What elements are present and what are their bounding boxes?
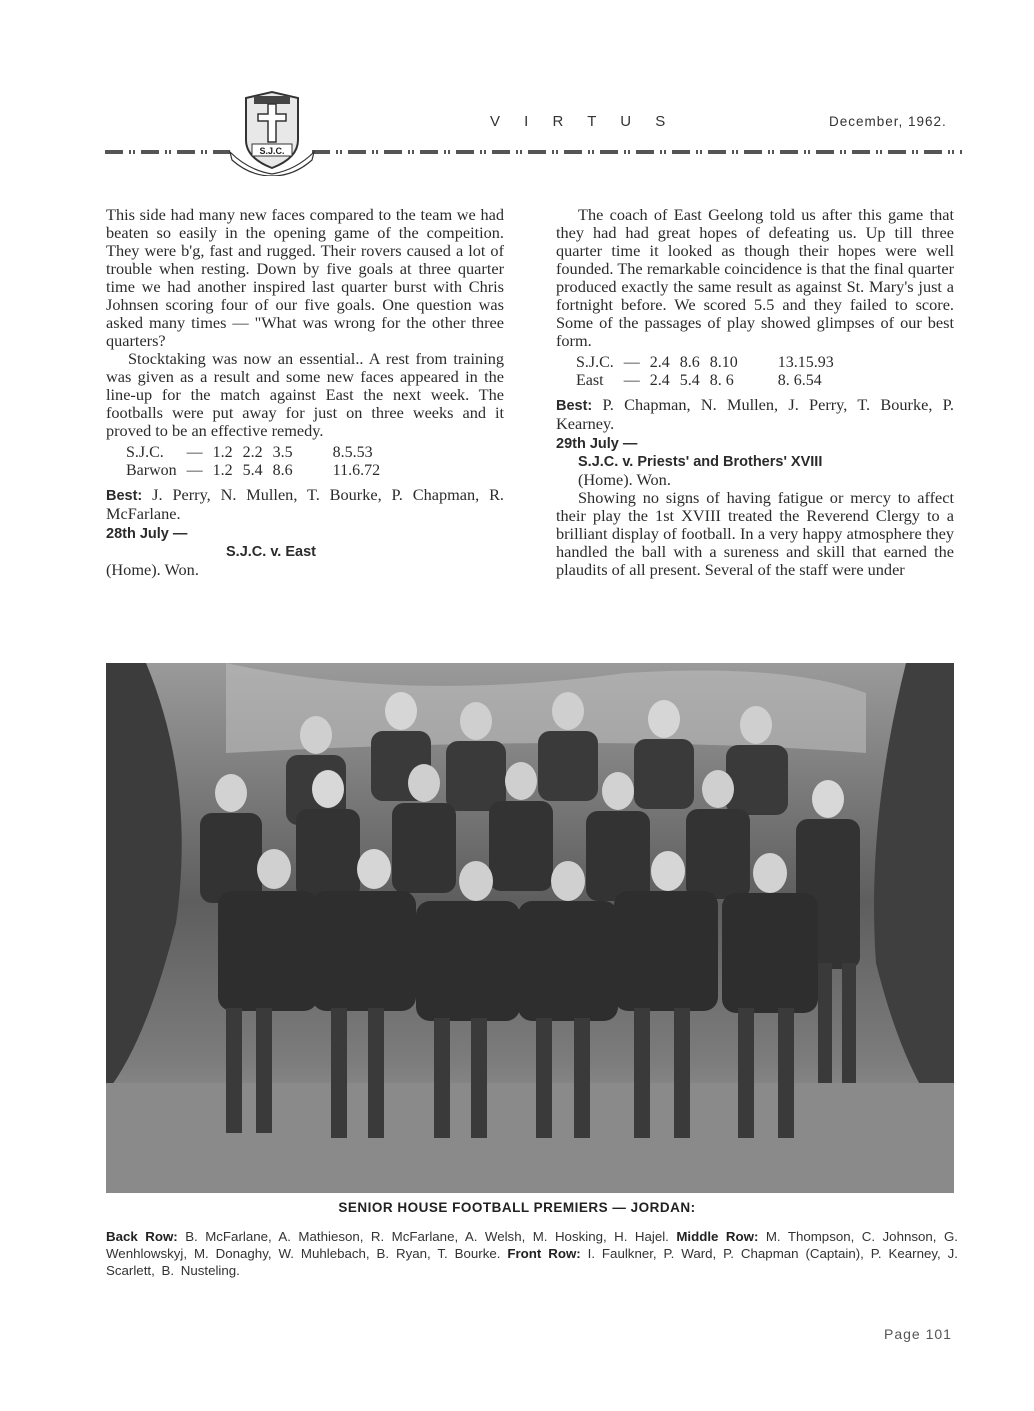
score-q1: 1.2 bbox=[212, 444, 233, 461]
team-photograph bbox=[106, 663, 954, 1193]
score-row bbox=[126, 444, 390, 462]
best-label: Best: bbox=[556, 398, 593, 414]
back-row-label: Back Row: bbox=[106, 1229, 178, 1244]
right-paragraph-2: Showing no signs of having fatigue or mercy to affect their play the 1st XVIII treated the Reverend Clergy to a brilliant display of football. In a very happy atmosphere they handled the ball with a sureness and skill that earned the plaudits of all present. Several of the staff were under bbox=[556, 488, 954, 579]
score-q3: 8. 6 bbox=[709, 372, 734, 389]
crest-text: S.J.C. bbox=[259, 146, 285, 156]
left-score-table bbox=[126, 444, 390, 480]
right-paragraph-1: The coach of East Geelong told us after this game that they had had great hopes of defeating us. Up till three quarter time it looked as though their hopes were well founded. The remarkable coincidence is that the final quarter produced exactly the same result as against St. Mary's just a fortnight before. We scored 5.5 and they failed to score. Some of the passages of play showed glimpses of our best form. bbox=[556, 205, 954, 350]
score-dash: — bbox=[623, 354, 640, 371]
college-crest-icon bbox=[228, 90, 316, 176]
score-q3: 8.6 bbox=[272, 462, 293, 479]
score-q1: 2.4 bbox=[649, 372, 670, 389]
match-heading: S.J.C. v. East bbox=[226, 544, 316, 560]
left-column bbox=[106, 206, 504, 579]
issue-date: December, 1962. bbox=[829, 114, 947, 129]
score-row bbox=[576, 372, 844, 390]
match-date: 28th July — bbox=[106, 526, 188, 542]
left-paragraph-2: Stocktaking was now an essential.. A rest from training was given as a result and some new faces appeared in the line-up for the match against East the next week. The footballs were put away for just on three weeks and it proved to be an effective remedy. bbox=[106, 349, 504, 440]
score-q3: 8.10 bbox=[709, 354, 738, 371]
best-label: Best: bbox=[106, 488, 143, 504]
score-dash: — bbox=[186, 444, 203, 461]
score-total: 13.15.93 bbox=[777, 354, 834, 371]
match-heading: S.J.C. v. Priests' and Brothers' XVIII bbox=[578, 454, 823, 470]
right-column bbox=[556, 206, 954, 579]
score-q3: 3.5 bbox=[272, 444, 293, 461]
best-names: J. Perry, N. Mullen, T. Bourke, P. Chapman, R. McFarlane. bbox=[106, 485, 505, 523]
left-best-players bbox=[106, 486, 504, 523]
match-date: 29th July — bbox=[556, 436, 638, 452]
score-q2: 8.6 bbox=[679, 354, 700, 371]
back-row-names: B. McFarlane, A. Mathieson, R. McFarlane, A. Welsh, M. Hosking, H. Hajel. bbox=[185, 1229, 669, 1244]
photo-caption bbox=[106, 1228, 958, 1279]
page-number: Page 101 bbox=[884, 1326, 952, 1342]
score-q2: 5.4 bbox=[242, 462, 263, 479]
front-row-names: I. Faulkner, P. Ward, P. Chapman (Captain), P. Kearney, J. Scarlett, B. Nusteling. bbox=[106, 1246, 958, 1278]
score-dash: — bbox=[623, 372, 640, 389]
score-q2: 2.2 bbox=[242, 444, 263, 461]
score-dash: — bbox=[186, 462, 203, 479]
header-rule-right bbox=[312, 150, 962, 154]
score-total: 8.5.53 bbox=[332, 444, 373, 461]
score-team: S.J.C. bbox=[126, 444, 164, 461]
score-row bbox=[126, 462, 390, 480]
best-names: P. Chapman, N. Mullen, J. Perry, T. Bourke, P. Kearney. bbox=[556, 395, 954, 433]
score-team: S.J.C. bbox=[576, 354, 614, 371]
middle-row-names: M. Thompson, C. Johnson, G. Wenhlowskyj, M. Donaghy, W. Muhlebach, B. Ryan, T. Bourke. bbox=[106, 1229, 958, 1261]
match-venue: (Home). Won. bbox=[578, 470, 671, 489]
score-q1: 1.2 bbox=[212, 462, 233, 479]
score-q2: 5.4 bbox=[679, 372, 700, 389]
match-venue: (Home). Won. bbox=[106, 560, 199, 579]
right-score-table bbox=[576, 354, 844, 390]
header-rule-left bbox=[105, 150, 230, 154]
right-best-players bbox=[556, 396, 954, 433]
score-total: 11.6.72 bbox=[332, 462, 381, 479]
middle-row-label: Middle Row: bbox=[676, 1229, 759, 1244]
score-q1: 2.4 bbox=[649, 354, 670, 371]
score-total: 8. 6.54 bbox=[777, 372, 822, 389]
score-row bbox=[576, 354, 844, 372]
score-team: Barwon bbox=[126, 462, 177, 479]
photo-caption-title: SENIOR HOUSE FOOTBALL PREMIERS — JORDAN: bbox=[338, 1200, 696, 1215]
front-row-label: Front Row: bbox=[507, 1246, 581, 1261]
left-paragraph-1: This side had many new faces compared to the team we had beaten so easily in the opening game of the compeition. They were b'g, fast and rugged. Their rovers caused a lot of trouble when resting. Down by five goals at three quarter time we had another inspired last quarter burst with Chris Johnsen scoring four of our five goals. One question was asked many times — "What was wrong for the other three quarters? bbox=[106, 205, 504, 350]
magazine-title: V I R T U S bbox=[490, 113, 676, 130]
score-team: East bbox=[576, 372, 604, 389]
